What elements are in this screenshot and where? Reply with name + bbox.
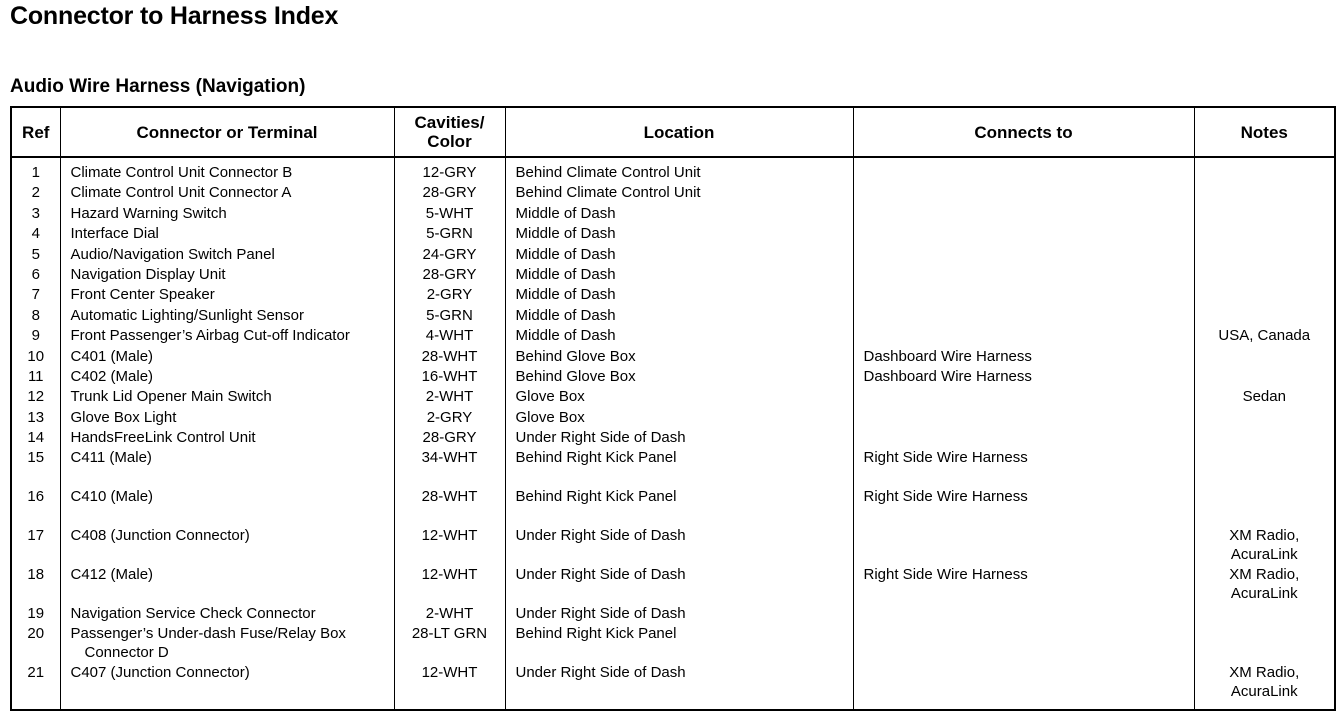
table-row — [11, 388, 1335, 408]
cell-location: Behind Climate Control Unit — [505, 184, 853, 204]
cell-connects-to — [853, 157, 1194, 184]
cell-notes — [1194, 605, 1335, 625]
cell-ref: 20 — [11, 625, 60, 664]
cell-notes — [1194, 307, 1335, 327]
cell-ref: 1 — [11, 157, 60, 184]
cell-connects-to — [853, 327, 1194, 347]
cell-notes — [1194, 566, 1335, 605]
cell-location: Middle of Dash — [505, 225, 853, 245]
cell-notes: Sedan — [1194, 388, 1335, 408]
cell-notes — [1194, 488, 1335, 527]
cell-connector: C410 (Male) — [60, 488, 394, 527]
table-row — [11, 327, 1335, 347]
cell-location: Under Right Side of Dash — [505, 429, 853, 449]
cell-notes — [1194, 348, 1335, 368]
cell-ref: 14 — [11, 429, 60, 449]
cell-connects-to — [853, 307, 1194, 327]
cell-cavities: 28-GRY — [394, 184, 505, 204]
cell-ref: 9 — [11, 327, 60, 347]
table-row — [11, 368, 1335, 388]
table-row — [11, 246, 1335, 266]
cell-cavities: 2-GRY — [394, 409, 505, 429]
table-row — [11, 157, 1335, 184]
cell-ref: 21 — [11, 664, 60, 710]
cell-cavities: 2-WHT — [394, 388, 505, 408]
cell-connector: C411 (Male) — [60, 449, 394, 488]
cell-notes — [1194, 527, 1335, 566]
cell-connector: Front Passenger’s Airbag Cut-off Indicator — [60, 327, 394, 347]
cell-connector: Climate Control Unit Connector A — [60, 184, 394, 204]
table-row — [11, 286, 1335, 306]
cell-location: Middle of Dash — [505, 205, 853, 225]
cell-notes — [1194, 266, 1335, 286]
cell-ref: 15 — [11, 449, 60, 488]
table-row — [11, 429, 1335, 449]
cell-location: Middle of Dash — [505, 307, 853, 327]
cell-notes — [1194, 625, 1335, 664]
table-row — [11, 184, 1335, 204]
cell-ref: 8 — [11, 307, 60, 327]
notes-line: AcuraLink — [1230, 545, 1298, 563]
cell-ref: 16 — [11, 488, 60, 527]
cell-connects-to: Dashboard Wire Harness — [853, 368, 1194, 388]
cell-location: Middle of Dash — [505, 266, 853, 286]
cell-notes — [1194, 368, 1335, 388]
cell-connector: Navigation Service Check Connector — [60, 605, 394, 625]
cell-connector — [60, 625, 394, 664]
cell-connector: C402 (Male) — [60, 368, 394, 388]
cell-connector: Hazard Warning Switch — [60, 205, 394, 225]
cell-cavities: 28-LT GRN — [394, 625, 505, 664]
cell-connects-to — [853, 429, 1194, 449]
cell-connector: Automatic Lighting/Sunlight Sensor — [60, 307, 394, 327]
table-header-row — [11, 107, 1335, 157]
cell-notes — [1194, 409, 1335, 429]
header-cavities-line1: Cavities/ — [414, 113, 485, 132]
cell-cavities: 12-WHT — [394, 566, 505, 605]
cell-connects-to — [853, 388, 1194, 408]
notes-line: AcuraLink — [1230, 584, 1298, 602]
cell-ref: 11 — [11, 368, 60, 388]
table-row — [11, 527, 1335, 566]
cell-notes — [1194, 225, 1335, 245]
cell-notes — [1194, 664, 1335, 710]
cell-cavities: 28-WHT — [394, 348, 505, 368]
header-connector: Connector or Terminal — [60, 107, 394, 157]
cell-notes — [1194, 184, 1335, 204]
notes-line: XM Radio, — [1229, 664, 1300, 682]
cell-connector: Navigation Display Unit — [60, 266, 394, 286]
cell-cavities: 4-WHT — [394, 327, 505, 347]
cell-ref: 19 — [11, 605, 60, 625]
cell-connects-to — [853, 664, 1194, 710]
cell-location: Behind Glove Box — [505, 348, 853, 368]
cell-cavities: 16-WHT — [394, 368, 505, 388]
cell-location: Behind Right Kick Panel — [505, 488, 853, 527]
cell-location: Behind Right Kick Panel — [505, 449, 853, 488]
cell-cavities: 28-GRY — [394, 429, 505, 449]
cell-location: Under Right Side of Dash — [505, 605, 853, 625]
cell-location: Middle of Dash — [505, 327, 853, 347]
table-row — [11, 348, 1335, 368]
cell-connector: Glove Box Light — [60, 409, 394, 429]
table-row — [11, 409, 1335, 429]
table-row — [11, 605, 1335, 625]
cell-location: Behind Glove Box — [505, 368, 853, 388]
cell-ref: 18 — [11, 566, 60, 605]
cell-connects-to: Right Side Wire Harness — [853, 449, 1194, 488]
cell-cavities: 34-WHT — [394, 449, 505, 488]
header-cavities-line2: Color — [427, 132, 472, 151]
cell-notes — [1194, 449, 1335, 488]
cell-notes — [1194, 286, 1335, 306]
cell-connects-to — [853, 409, 1194, 429]
table-row — [11, 664, 1335, 710]
cell-location: Behind Climate Control Unit — [505, 157, 853, 184]
page-title: Connector to Harness Index — [10, 2, 339, 30]
cell-ref: 4 — [11, 225, 60, 245]
cell-ref: 13 — [11, 409, 60, 429]
cell-notes — [1194, 429, 1335, 449]
cell-connector: C408 (Junction Connector) — [60, 527, 394, 566]
cell-connector: Front Center Speaker — [60, 286, 394, 306]
cell-cavities: 2-WHT — [394, 605, 505, 625]
table-row — [11, 225, 1335, 245]
connector-index-table — [10, 106, 1336, 711]
table-row — [11, 449, 1335, 488]
cell-connector: Audio/Navigation Switch Panel — [60, 246, 394, 266]
cell-location: Glove Box — [505, 388, 853, 408]
cell-connector: C407 (Junction Connector) — [60, 664, 394, 710]
cell-connects-to — [853, 605, 1194, 625]
cell-cavities: 5-GRN — [394, 225, 505, 245]
table-row — [11, 625, 1335, 664]
cell-connects-to — [853, 266, 1194, 286]
cell-ref: 5 — [11, 246, 60, 266]
cell-connects-to — [853, 225, 1194, 245]
cell-ref: 6 — [11, 266, 60, 286]
cell-connects-to: Right Side Wire Harness — [853, 488, 1194, 527]
cell-connects-to — [853, 527, 1194, 566]
header-cavities — [394, 107, 505, 157]
cell-notes — [1194, 157, 1335, 184]
cell-connector: C412 (Male) — [60, 566, 394, 605]
cell-connects-to — [853, 205, 1194, 225]
section-title: Audio Wire Harness (Navigation) — [10, 76, 306, 97]
header-notes: Notes — [1194, 107, 1335, 157]
cell-location: Behind Right Kick Panel — [505, 625, 853, 664]
cell-ref: 17 — [11, 527, 60, 566]
cell-cavities: 12-GRY — [394, 157, 505, 184]
cell-cavities: 2-GRY — [394, 286, 505, 306]
cell-location: Under Right Side of Dash — [505, 566, 853, 605]
cell-ref: 12 — [11, 388, 60, 408]
cell-connector: Interface Dial — [60, 225, 394, 245]
cell-connects-to: Dashboard Wire Harness — [853, 348, 1194, 368]
cell-connector: Climate Control Unit Connector B — [60, 157, 394, 184]
table-row — [11, 307, 1335, 327]
cell-ref: 7 — [11, 286, 60, 306]
cell-location: Glove Box — [505, 409, 853, 429]
cell-connects-to — [853, 246, 1194, 266]
cell-connects-to — [853, 625, 1194, 664]
table-row — [11, 488, 1335, 527]
cell-ref: 2 — [11, 184, 60, 204]
cell-location: Middle of Dash — [505, 286, 853, 306]
cell-connects-to — [853, 184, 1194, 204]
header-location: Location — [505, 107, 853, 157]
connector-line: Passenger’s Under-dash Fuse/Relay Box — [70, 625, 346, 643]
cell-notes — [1194, 246, 1335, 266]
cell-connects-to — [853, 286, 1194, 306]
cell-cavities: 24-GRY — [394, 246, 505, 266]
cell-connector: HandsFreeLink Control Unit — [60, 429, 394, 449]
notes-line: XM Radio, — [1229, 527, 1300, 545]
cell-cavities: 12-WHT — [394, 664, 505, 710]
cell-ref: 3 — [11, 205, 60, 225]
cell-ref: 10 — [11, 348, 60, 368]
cell-location: Under Right Side of Dash — [505, 527, 853, 566]
table-row — [11, 205, 1335, 225]
table-row — [11, 566, 1335, 605]
cell-cavities: 28-WHT — [394, 488, 505, 527]
cell-connects-to: Right Side Wire Harness — [853, 566, 1194, 605]
cell-cavities: 28-GRY — [394, 266, 505, 286]
connector-line: Connector D — [84, 644, 169, 662]
cell-connector: Trunk Lid Opener Main Switch — [60, 388, 394, 408]
cell-cavities: 5-GRN — [394, 307, 505, 327]
cell-cavities: 5-WHT — [394, 205, 505, 225]
cell-notes: USA, Canada — [1194, 327, 1335, 347]
cell-cavities: 12-WHT — [394, 527, 505, 566]
table-row — [11, 266, 1335, 286]
cell-connector: C401 (Male) — [60, 348, 394, 368]
header-connects-to: Connects to — [853, 107, 1194, 157]
cell-location: Middle of Dash — [505, 246, 853, 266]
header-ref: Ref — [11, 107, 60, 157]
notes-line: AcuraLink — [1230, 682, 1298, 700]
cell-notes — [1194, 205, 1335, 225]
cell-location: Under Right Side of Dash — [505, 664, 853, 710]
notes-line: XM Radio, — [1229, 566, 1300, 584]
